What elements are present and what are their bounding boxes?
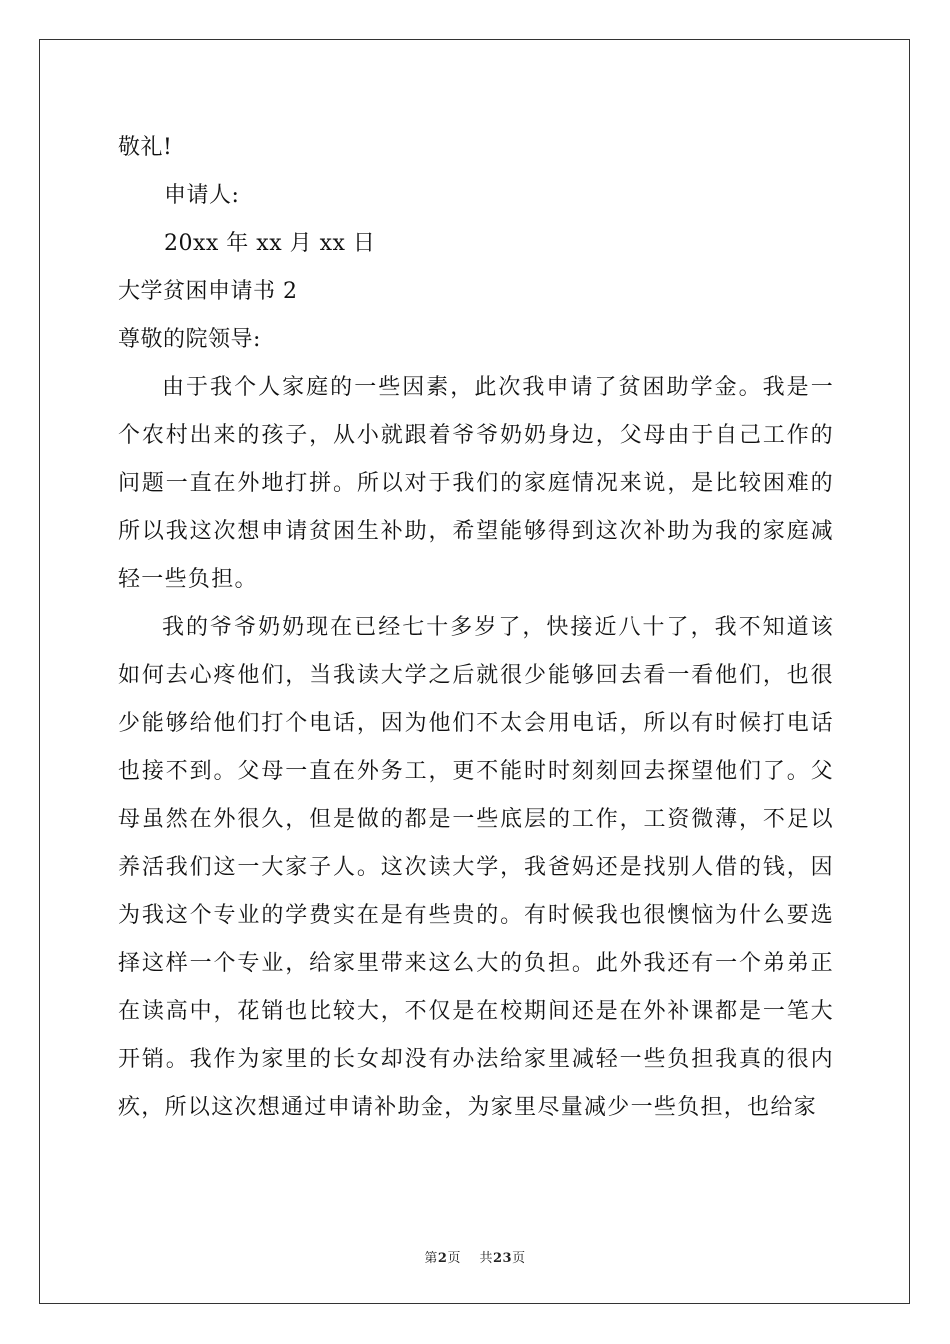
page-prefix: 第 <box>424 1251 438 1266</box>
date-line: 20xx 年 xx 月 xx 日 <box>164 231 376 256</box>
total-suffix: 页 <box>512 1251 526 1266</box>
paragraph: 由于我个人家庭的一些因素，此次我申请了贫困助学金。我是一个农村出来的孩子，从小就跟着爷爷奶奶身边，父母由于自己工作的问题一直在外地打拼。所以对于我们的家庭情况来说，是比较困难的所以我这次想申请贫困生补助，希望能够得到这次补助为我的家庭减轻一些负担。 <box>118 375 834 592</box>
total-pages: 23 <box>493 1251 513 1266</box>
salutation: 尊敬的院领导: <box>118 327 261 352</box>
document-body <box>118 124 834 1132</box>
section-title: 大学贫困申请书 2 <box>118 279 298 304</box>
paragraph: 我的爷爷奶奶现在已经七十多岁了，快接近八十了，我不知道该如何去心疼他们，当我读大学之后就很少能够回去看一看他们，也很少能够给他们打个电话，因为他们不太会用电话，所以有时候打电话也接不到。父母一直在外务工，更不能时时刻刻回去探望他们了。父母虽然在外很久，但是做的都是一些底层的工作，工资微薄，不足以养活我们这一大家子人。这次读大学，我爸妈还是找别人借的钱，因为我这个专业的学费实在是有些贵的。有时候我也很懊恼为什么要选择这样一个专业，给家里带来这么大的负担。此外我还有一个弟弟正在读高中，花销也比较大，不仅是在校期间还是在外补课都是一笔大开销。我作为家里的长女却没有办法给家里减轻一些负担我真的很内疚，所以这次想通过申请补助金，为家里尽量减少一些负担，也给家 <box>118 615 834 1120</box>
page-suffix: 页 <box>447 1251 461 1266</box>
page-number: 2 <box>437 1251 448 1266</box>
closing-line: 敬礼! <box>118 135 173 160</box>
page-footer <box>0 1247 950 1266</box>
applicant-label: 申请人: <box>164 183 240 208</box>
total-prefix: 共 <box>479 1251 493 1266</box>
